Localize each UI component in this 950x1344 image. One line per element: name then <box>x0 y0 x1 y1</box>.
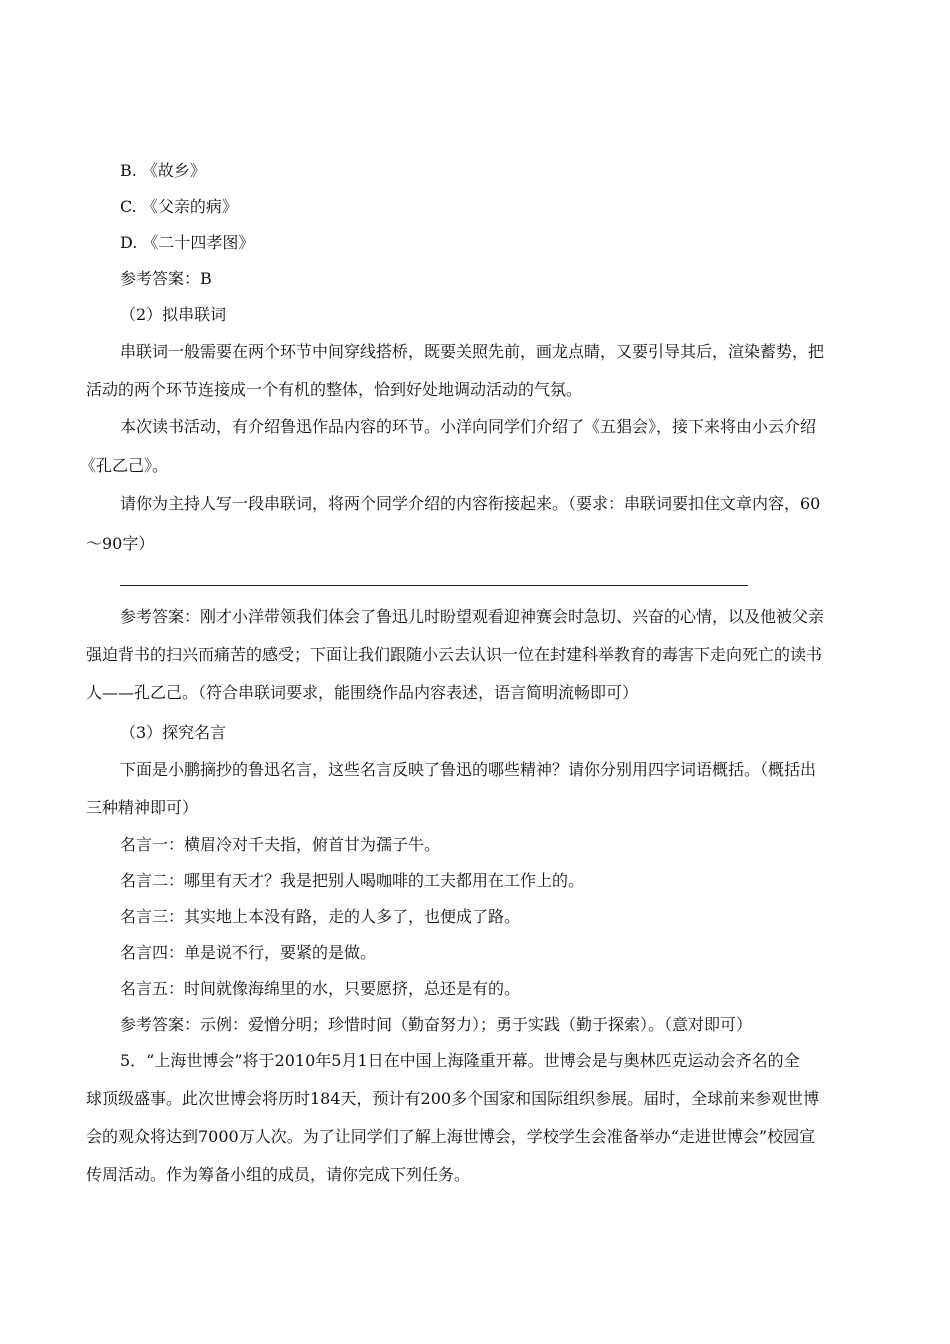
answer-1: 参考答案：B <box>120 269 212 288</box>
paragraph-4-line-2: 三种精神即可） <box>86 798 199 817</box>
section-heading-3: （3）探究名言 <box>120 723 227 742</box>
paragraph-1-line-2: 活动的两个环节连接成一个有机的整体，恰到好处地调动活动的气氛。 <box>86 380 583 399</box>
paragraph-2-line-1: 本次读书活动，有介绍鲁迅作品内容的环节。小洋向同学们介绍了《五猖会》，接下来将由小云介绍 <box>120 417 817 436</box>
paragraph-5-line-2: 球顶级盛事。此次世博会将历时184天，预计有200多个国家和国际组织参展。届时，全球前来参观世博 <box>86 1089 820 1108</box>
paragraph-5-line-1: 5．“上海世博会”将于2010年5月1日在中国上海隆重开幕。世博会是与奥林匹克运动会齐名的全 <box>120 1051 800 1070</box>
quote-2: 名言二：哪里有天才？我是把别人喝咖啡的工夫都用在工作上的。 <box>120 871 585 890</box>
answer-2-line-1: 参考答案：刚才小洋带领我们体会了鲁迅儿时盼望观看迎神赛会时急切、兴奋的心情，以及他被父亲 <box>120 607 825 626</box>
section-heading-2: （2）拟串联词 <box>120 305 227 324</box>
paragraph-3-line-2: ～90字） <box>86 534 155 553</box>
paragraph-5-line-4: 传周活动。作为筹备小组的成员，请你完成下列任务。 <box>86 1165 471 1184</box>
paragraph-3-line-1: 请你为主持人写一段串联词，将两个同学介绍的内容衔接起来。（要求：串联词要扣住文章内容，60 <box>120 494 821 513</box>
paragraph-2-line-2: 《孔乙己》。 <box>80 456 169 475</box>
option-c: C. 《父亲的病》 <box>120 197 238 216</box>
option-d: D. 《二十四孝图》 <box>120 233 255 252</box>
answer-2-line-2: 强迫背书的扫兴而痛苦的感受；下面让我们跟随小云去认识一位在封建科举教育的毒害下走向死亡的读书 <box>86 645 823 664</box>
paragraph-1-line-1: 串联词一般需要在两个环节中间穿线搭桥，既要关照先前，画龙点睛，又要引导其后，渲染蓄势，把 <box>120 342 825 361</box>
answer-3: 参考答案：示例：爱憎分明；珍惜时间（勤奋努力）；勇于实践（勤于探索）。（意对即可） <box>120 1015 753 1034</box>
paragraph-5-line-3: 会的观众将达到7000万人次。为了让同学们了解上海世博会，学校学生会准备举办“走进世博会”校园宣 <box>86 1127 816 1146</box>
option-b: B. 《故乡》 <box>120 161 206 180</box>
quote-1: 名言一：横眉冷对千夫指，俯首甘为孺子牛。 <box>120 835 441 854</box>
quote-3: 名言三：其实地上本没有路，走的人多了，也便成了路。 <box>120 907 521 926</box>
quote-5: 名言五：时间就像海绵里的水，只要愿挤，总还是有的。 <box>120 979 521 998</box>
answer-blank-line <box>120 585 748 586</box>
quote-4: 名言四：单是说不行，要紧的是做。 <box>120 943 377 962</box>
paragraph-4-line-1: 下面是小鹏摘抄的鲁迅名言，这些名言反映了鲁迅的哪些精神？请你分别用四字词语概括。（概括出 <box>120 760 817 779</box>
answer-2-line-3: 人——孔乙己。（符合串联词要求，能围绕作品内容表述，语言简明流畅即可） <box>86 683 639 702</box>
